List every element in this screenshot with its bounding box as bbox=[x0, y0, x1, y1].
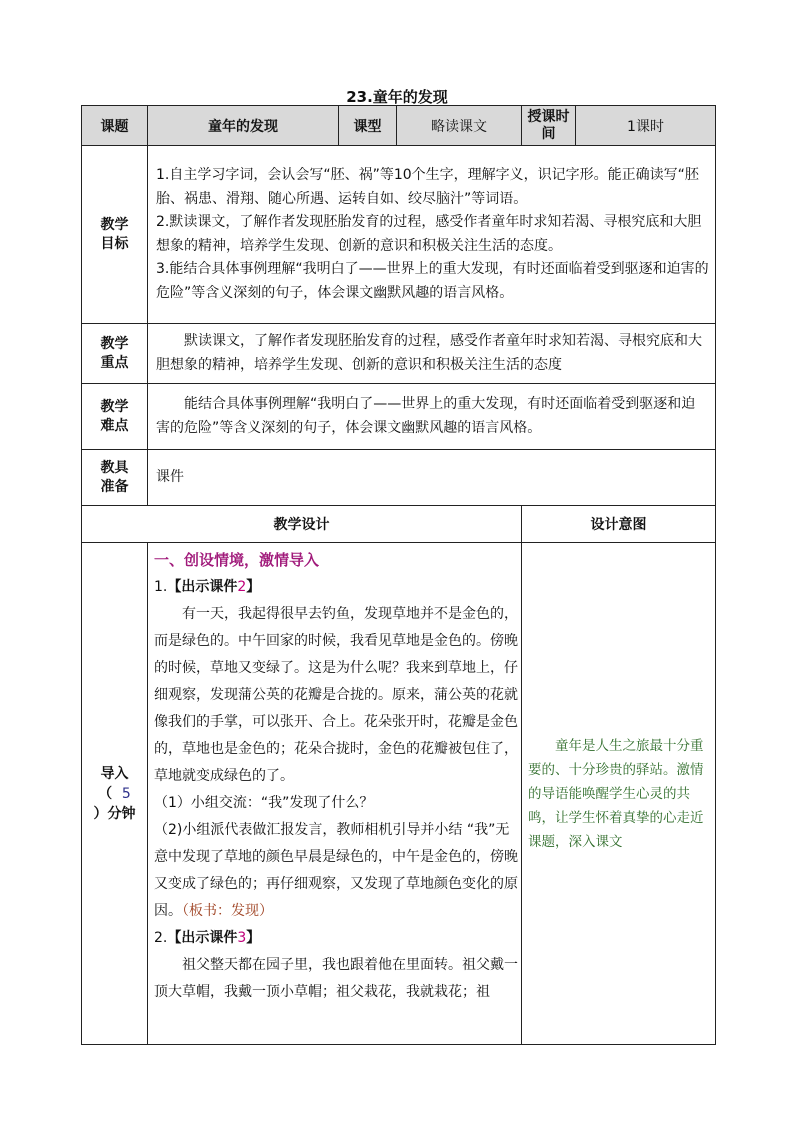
courseware-item-2: 2.【出示课件3】 bbox=[154, 930, 261, 946]
question-2: （2)小组派代表做汇报发言，教师相机引导并小结 “我”无意中发现了草地的颜色早晨是绿色的，中午是金色的，傍晚又变成了绿色的；再仔细观察，又发现了草地颜色变化的原因。（板书：发现） bbox=[154, 822, 518, 919]
design-header: 教学设计 bbox=[82, 506, 522, 543]
board-note: （板书：发现） bbox=[182, 903, 273, 919]
section-label-duration: （ 5 bbox=[98, 785, 131, 802]
key-points-label: 教学重点 bbox=[82, 324, 148, 384]
lesson-plan-table bbox=[81, 105, 716, 1045]
section-heading: 一、创设情境，激情导入 bbox=[154, 551, 320, 569]
section-label bbox=[82, 543, 148, 1045]
difficulties-label: 教学难点 bbox=[82, 384, 148, 450]
goals-text bbox=[148, 146, 716, 324]
question-1: （1）小组交流：“我”发现了什么？ bbox=[154, 795, 374, 811]
goal-3: 3.能结合具体事例理解“我明白了——世界上的重大发现，有时还面临着受到驱逐和迫害的危险”等含义深刻的句子，体会课文幽默风趣的语言风格。 bbox=[156, 261, 709, 301]
key-points-text: 默读课文，了解作者发现胚胎发育的过程，感受作者童年时求知若渴、寻根究底和大胆想象的精神，培养学生发现、创新的意识和积极关注生活的态度 bbox=[148, 324, 716, 384]
goal-1: 1.自主学习字词，会认会写“胚、祸”等10个生字，理解字义，识记字形。能正确读写“胚胎、祸患、滑翔、随心所遇、运转自如、绞尽脑汁”等词语。 bbox=[156, 167, 699, 207]
goals-label: 教学目标 bbox=[82, 146, 148, 324]
document-title: 23.童年的发现 bbox=[346, 88, 448, 106]
section-label-name: 导入 bbox=[100, 765, 129, 782]
time-label: 授课时间 bbox=[522, 106, 576, 146]
type-value: 略读课文 bbox=[397, 106, 522, 146]
reading-paragraph-1: 有一天，我起得很早去钓鱼，发现草地并不是金色的，而是绿色的。中午回家的时候，我看见草地是金色的。傍晚的时候，草地又变绿了。这是为什么呢？我来到草地上，仔细观察，发现蒲公英的花瓣是合拢的。原来，蒲公英的花就像我们的手掌，可以张开、合上。花朵张开时，花瓣是金色的，草地也是金色的；花朵合拢时，金色的花瓣被包住了，草地就变成绿色的了。 bbox=[154, 606, 518, 784]
difficulties-text: 能结合具体事例理解“我明白了——世界上的重大发现，有时还面临着受到驱逐和迫害的危险”等含义深刻的句子，体会课文幽默风趣的语言风格。 bbox=[148, 384, 716, 450]
design-intent: 童年是人生之旅最十分重要的、十分珍贵的驿站。激情的导语能唤醒学生心灵的共鸣，让学生怀着真挚的心走近课题，深入课文 bbox=[522, 543, 716, 1045]
goal-2: 2.默读课文，了解作者发现胚胎发育的过程，感受作者童年时求知若渴、寻根究底和大胆想象的精神，培养学生发现、创新的意识和积极关注生活的态度。 bbox=[156, 214, 702, 254]
intent-header: 设计意图 bbox=[522, 506, 716, 543]
tools-label: 教具准备 bbox=[82, 450, 148, 506]
type-label: 课型 bbox=[339, 106, 397, 146]
reading-paragraph-2: 祖父整天都在园子里，我也跟着他在里面转。祖父戴一顶大草帽，我戴一顶小草帽；祖父栽花，我就栽花；祖 bbox=[154, 957, 518, 1000]
design-content bbox=[148, 543, 522, 1045]
tools-text: 课件 bbox=[148, 450, 716, 506]
subject-label: 课题 bbox=[82, 106, 148, 146]
time-value: 1课时 bbox=[576, 106, 716, 146]
courseware-item-1: 1.【出示课件2】 bbox=[154, 579, 261, 595]
section-label-unit: ）分钟 bbox=[93, 805, 136, 822]
subject-value: 童年的发现 bbox=[148, 106, 339, 146]
